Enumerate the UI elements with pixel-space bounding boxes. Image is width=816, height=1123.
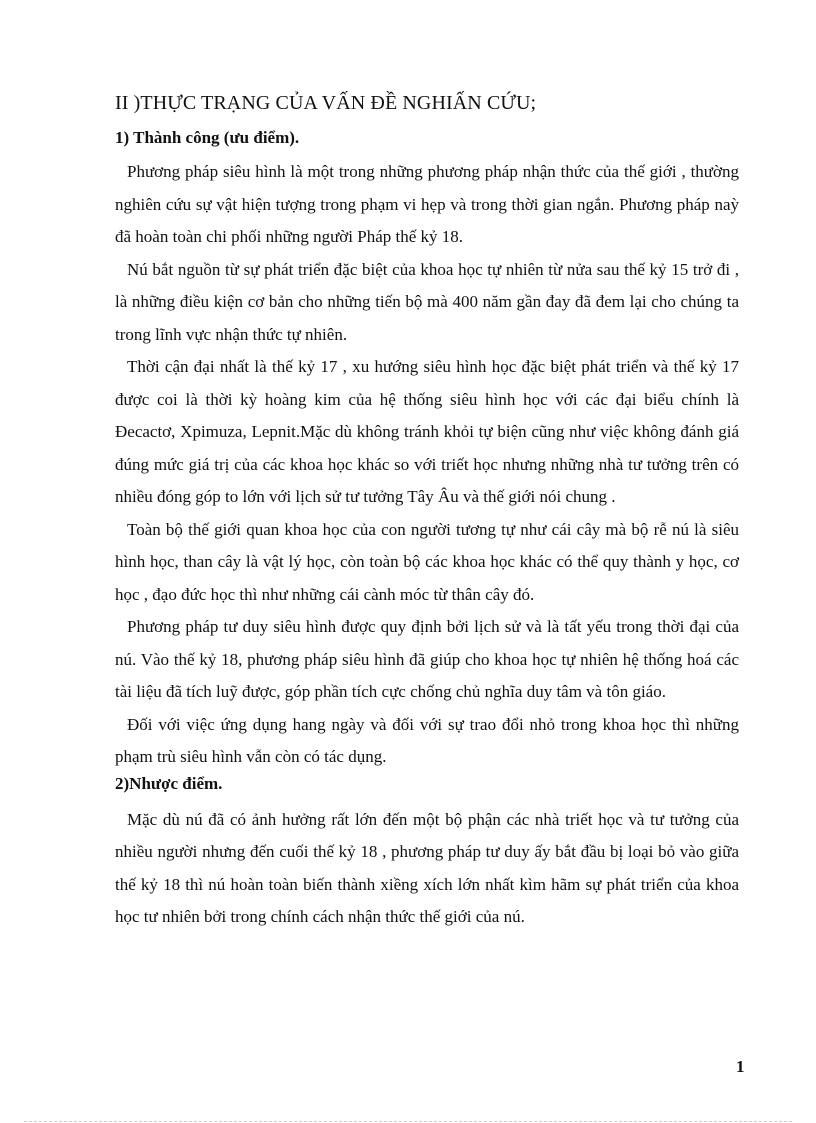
paragraph: Thời cận đại nhất là thế kỷ 17 , xu hướng siêu hình học đặc biệt phát triển và thế kỷ 17 được coi là thời kỳ hoàng kim của hệ thống siêu hình học với các đại biểu chính là Đecactơ, Xpimuza, Lepnit.Mặc dù không tránh khỏi tự biện cũng như việc không đánh giá đúng mức giá trị của các khoa học khác so với triết học nhưng những nhà tư tưởng trên có nhiều đóng góp to lớn với lịch sử tư tưởng Tây Âu và thế giới nói chung . xyxy=(115,357,739,506)
paragraph: Nú bắt nguồn từ sự phát triển đặc biệt của khoa học tự nhiên từ nửa sau thế kỷ 15 trở đi , là những điều kiện cơ bản cho những tiến bộ mà 400 năm gần đay đã đem lại cho chúng ta trong lĩnh vực nhận thức tự nhiên. xyxy=(115,259,739,344)
section-heading-weaknesses: 2)Nhược điểm. xyxy=(115,773,223,793)
paragraph: Toàn bộ thế giới quan khoa học của con người tương tự như cái cây mà bộ rễ nú là siêu hình học, than cây là vật lý học, còn toàn bộ các khoa học khác có thể quy thành y học, cơ học , đạo đức học thì như những cái cành móc từ thân cây đó. xyxy=(115,519,739,604)
paragraph: Phương pháp siêu hình là một trong những phương pháp nhận thức của thế giới , thường nghiên cứu sự vật hiện tượng trong phạm vi hẹp và trong thời gian ngắn. Phương pháp naỳ đã hoàn toàn chi phối những người Pháp thế kỷ 18. xyxy=(115,162,739,246)
section-heading-strengths: 1) Thành công (ưu điểm). xyxy=(115,128,300,147)
paragraph: Đối với việc ứng dụng hang ngày và đối với sự trao đổi nhỏ trong khoa học thì những phạm trù siêu hình vẫn còn có tác dụng. xyxy=(115,714,739,766)
paragraph: Phương pháp tư duy siêu hình được quy định bởi lịch sử và là tất yếu trong thời đại của nú. Vào thế kỷ 18, phương pháp siêu hình đã giúp cho khoa học tự nhiên hệ thống hoá các tài liệu đã tích luỹ được, góp phần tích cực chống chủ nghĩa duy tâm và tôn giáo. xyxy=(115,617,739,701)
page-border-divider xyxy=(24,1121,792,1122)
page-number: 1 xyxy=(736,1057,745,1076)
paragraph: Mặc dù nú đã có ảnh hưởng rất lớn đến một bộ phận các nhà triết học và tư tưởng của nhiều người nhưng đến cuối thế kỷ 18 , phương pháp tư duy ấy bắt đầu bị loại bỏ vào giữa thế kỷ 18 thì nú hoàn toàn biến thành xiềng xích lớn nhất kìm hãm sự phát triển của khoa học tư nhiên bởi trong chính cách nhận thức thế giới của nú. xyxy=(115,809,739,926)
document-page xyxy=(115,90,739,934)
document-title: II )THỰC TRẠNG CỦA VẤN ĐỀ NGHIẤN CỨU; xyxy=(115,92,537,114)
